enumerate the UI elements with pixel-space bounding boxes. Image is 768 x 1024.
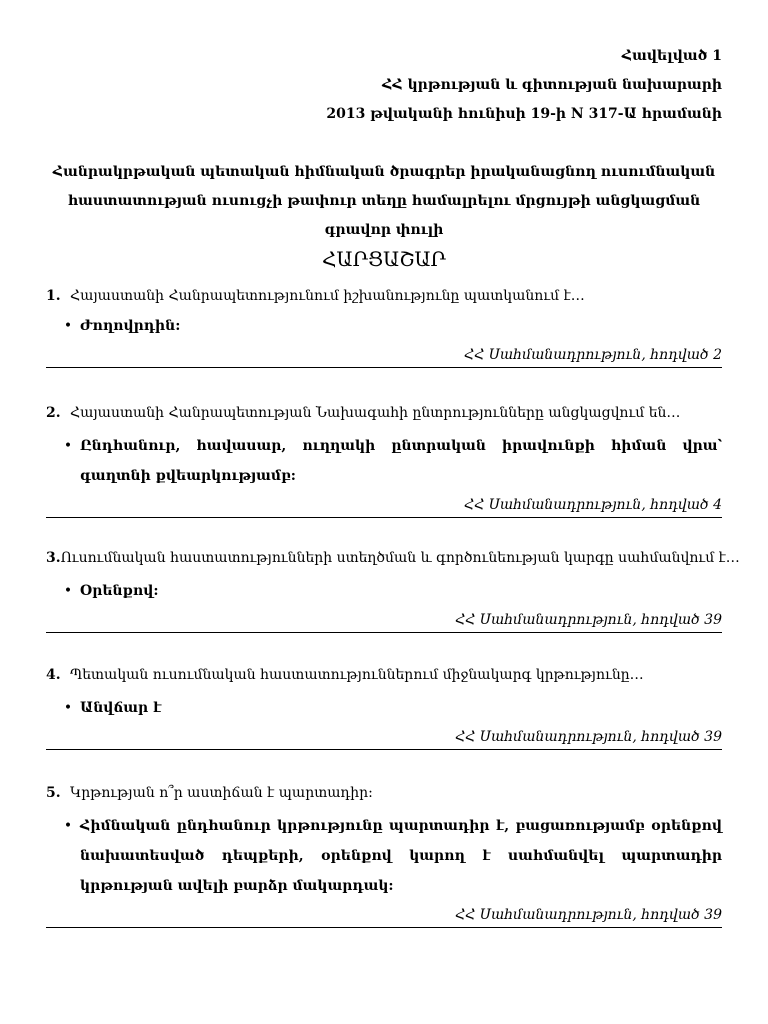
answer-text: Ընդհանուր, հավասար, ուղղակի ընտրական իրավունքի հիման վրա՝ գաղտնի քվեարկությամբ: <box>80 438 722 484</box>
question-text: Հայաստանի Հանրապետության Նախագահի ընտրությունները անցկացվում են… <box>70 405 681 421</box>
question-1 <box>46 286 722 368</box>
question-text: Պետական ուսումնական հաստատություններում միջնակարգ կրթությունը… <box>70 667 644 683</box>
appendix-line-3: 2013 թվականի հունիսի 19-ի N 317-Ա հրամանի <box>326 106 722 122</box>
answer-text: Օրենքով: <box>80 583 159 599</box>
source-reference: ՀՀ Սահմանադրություն, հոդված 39 <box>46 725 722 750</box>
question-3 <box>46 548 740 633</box>
appendix-line-2: ՀՀ կրթության և գիտության նախարարի <box>382 77 722 93</box>
question-number: 4. <box>46 667 61 683</box>
bullet-icon: • <box>63 583 73 599</box>
question-number: 2. <box>46 405 61 421</box>
question-2 <box>46 403 722 518</box>
appendix-line-1: Հավելված 1 <box>621 48 722 64</box>
page-heading: ՀԱՐՑԱՇԱՐ <box>321 247 447 271</box>
appendix-header <box>326 42 722 129</box>
question-number: 1. <box>46 288 61 304</box>
bullet-icon: • <box>63 318 73 334</box>
title-line-2: հաստատության ուսուցչի թափուր տեղը համալրելու մրցույթի անցկացման գրավոր փուլի <box>67 193 701 238</box>
bullet-icon: • <box>63 818 73 834</box>
question-number: 5. <box>46 785 61 801</box>
answer-text: Անվճար է <box>80 700 162 716</box>
bullet-icon: • <box>63 438 73 454</box>
question-4 <box>46 665 722 750</box>
source-reference: ՀՀ Սահմանադրություն, հոդված 2 <box>46 343 722 368</box>
source-reference: ՀՀ Սահմանադրություն, հոդված 39 <box>46 903 722 928</box>
question-text: Կրթության ո՞ր աստիճան է պարտադիր: <box>70 785 373 801</box>
question-text: Ուսումնական հաստատությունների ստեղծման և գործունեության կարգը սահմանվում է… <box>60 550 740 566</box>
question-text: Հայաստանի Հանրապետությունում իշխանությունը պատկանում է… <box>70 288 585 304</box>
source-reference: ՀՀ Սահմանադրություն, հոդված 39 <box>46 608 722 633</box>
source-reference: ՀՀ Սահմանադրություն, հոդված 4 <box>46 493 722 518</box>
question-5 <box>46 783 722 928</box>
document-title <box>46 158 722 245</box>
title-line-1: Հանրակրթական պետական հիմնական ծրագրեր իրականացնող ուսումնական <box>52 164 716 180</box>
bullet-icon: • <box>63 700 73 716</box>
document-page <box>46 0 740 1024</box>
answer-text: Ժողովրդին: <box>80 318 181 334</box>
question-number: 3. <box>46 550 61 566</box>
answer-text: Հիմնական ընդհանուր կրթությունը պարտադիր է, բացառությամբ օրենքով նախատեսված դեպքերի, օրենքով կարող է սահմանվել պարտադիր կրթության ավելի բարձր մակարդակ: <box>80 818 722 894</box>
